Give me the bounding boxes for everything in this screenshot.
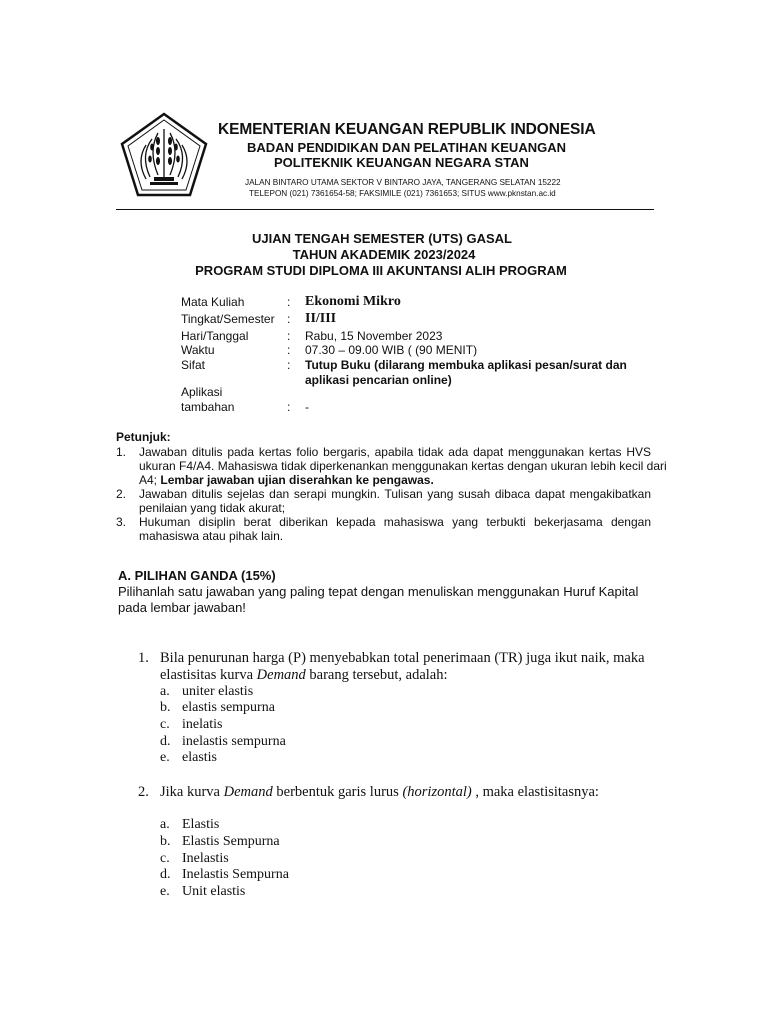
option-letter: d. <box>160 867 171 882</box>
nature-value: Tutup Buku (dilarang membuka aplikasi pesan/surat dan <box>305 358 627 372</box>
colon: : <box>287 358 291 372</box>
contact-line: TELEPON (021) 7361654-58; FAKSIMILE (021) 7361653; SITUS www.pknstan.ac.id <box>249 189 556 198</box>
option-letter: a. <box>160 817 170 832</box>
colon: : <box>287 400 291 414</box>
option-text: uniter elastis <box>182 684 254 699</box>
option-letter: b. <box>160 834 171 849</box>
question-text-part: elastisitas kurva <box>160 667 257 683</box>
option-text: Elastis Sempurna <box>182 834 280 849</box>
instruction-2-cont: penilaian yang tidak akurat; <box>139 501 286 515</box>
section-a-instruction-cont: pada lembar jawaban! <box>118 600 246 615</box>
question-text-part: , maka elastisitasnya: <box>471 784 599 800</box>
question-text-emphasis: (horizontal) <box>402 784 472 800</box>
question-number: 2. <box>138 784 149 800</box>
option-letter: c. <box>160 717 170 732</box>
option-text: Unit elastis <box>182 884 246 899</box>
question-text-emphasis: Demand <box>223 784 273 800</box>
instruction-3: Hukuman disiplin berat diberikan kepada mahasiswa yang terbukti bekerjasama dengan <box>139 515 651 529</box>
apps-label: Aplikasi <box>181 385 223 399</box>
question-text-part: berbentuk garis lurus <box>272 784 403 800</box>
question-text-part: Jika kurva <box>160 784 224 800</box>
school-name: POLITEKNIK KEUANGAN NEGARA STAN <box>274 155 529 170</box>
option-letter: a. <box>160 684 170 699</box>
option-text: Elastis <box>182 817 220 832</box>
option-text: inelatis <box>182 717 223 732</box>
option-letter: e. <box>160 884 170 899</box>
address-line: JALAN BINTARO UTAMA SEKTOR V BINTARO JAYA, TANGERANG SELATAN 15222 <box>245 178 561 187</box>
nature-value-cont: aplikasi pencarian online) <box>305 373 452 387</box>
ministry-emblem-icon <box>118 111 210 203</box>
instruction-1-end <box>139 473 434 487</box>
study-program: PROGRAM STUDI DIPLOMA III AKUNTANSI ALIH PROGRAM <box>195 263 567 278</box>
instruction-number: 1. <box>116 445 127 459</box>
instruction-1-cont: ukuran F4/A4. Mahasiswa tidak diperkenankan menggunakan kertas dengan ukuran lebih kecil dari <box>139 459 667 473</box>
instruction-number: 3. <box>116 515 127 529</box>
instruction-1: Jawaban ditulis pada kertas folio bergaris, apabila tidak ada dapat menggunakan kertas HVS <box>139 445 651 459</box>
option-text: elastis sempurna <box>182 700 275 715</box>
option-letter: b. <box>160 700 171 715</box>
instruction-3-cont: mahasiswa atau pihak lain. <box>139 529 284 543</box>
date-label: Hari/Tanggal <box>181 329 249 343</box>
question-text-emphasis: Demand <box>256 667 306 683</box>
agency-name: BADAN PENDIDIKAN DAN PELATIHAN KEUANGAN <box>247 140 566 155</box>
question-number: 1. <box>138 650 149 666</box>
colon: : <box>287 329 291 343</box>
colon: : <box>287 312 291 326</box>
option-text: Inelastis Sempurna <box>182 867 289 882</box>
date-value: Rabu, 15 November 2023 <box>305 329 443 343</box>
option-letter: e. <box>160 750 170 765</box>
course-value: Ekonomi Mikro <box>305 294 401 309</box>
instruction-2: Jawaban ditulis sejelas dan serapi mungkin. Tulisan yang susah dibaca dapat mengakibatkan <box>139 487 651 501</box>
course-label: Mata Kuliah <box>181 295 245 309</box>
option-letter: c. <box>160 851 170 866</box>
academic-year: TAHUN AKADEMIK 2023/2024 <box>292 247 476 262</box>
colon: : <box>287 343 291 357</box>
ministry-name: KEMENTERIAN KEUANGAN REPUBLIK INDONESIA <box>218 121 596 138</box>
time-label: Waktu <box>181 343 215 357</box>
level-value: II/III <box>305 311 337 326</box>
section-a-instruction: Pilihanlah satu jawaban yang paling tepat dengan menuliskan menggunakan Huruf Kapital <box>118 584 639 599</box>
apps-value: - <box>305 400 309 414</box>
instructions-heading: Petunjuk: <box>116 430 171 444</box>
question-text-cont <box>160 667 448 684</box>
apps-label-cont: tambahan <box>181 400 235 414</box>
exam-title: UJIAN TENGAH SEMESTER (UTS) GASAL <box>251 231 512 246</box>
option-text: elastis <box>182 750 217 765</box>
nature-label: Sifat <box>181 358 206 372</box>
level-label: Tingkat/Semester <box>181 312 275 326</box>
instruction-1-text: A4; <box>139 473 161 487</box>
instruction-number: 2. <box>116 487 127 501</box>
question-text <box>160 784 599 801</box>
option-letter: d. <box>160 734 171 749</box>
time-value: 07.30 – 09.00 WIB ( (90 MENIT) <box>305 343 478 357</box>
option-text: inelastis sempurna <box>182 734 286 749</box>
question-text-part: barang tersebut, adalah: <box>305 667 448 683</box>
question-text: Bila penurunan harga (P) menyebabkan total penerimaan (TR) juga ikut naik, maka <box>160 650 645 666</box>
instruction-1-emphasis: Lembar jawaban ujian diserahkan ke pengawas. <box>160 473 434 487</box>
section-a-heading: A. PILIHAN GANDA (15%) <box>118 568 276 583</box>
colon: : <box>287 295 291 309</box>
letterhead-divider <box>116 209 654 210</box>
option-text: Inelastis <box>182 851 229 866</box>
